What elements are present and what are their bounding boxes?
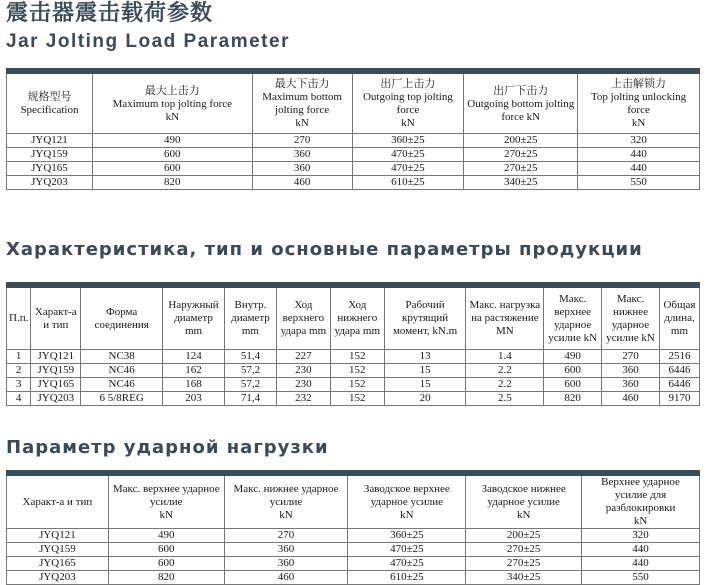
table-row (7, 557, 700, 571)
table-cell: 2.2 (466, 378, 544, 392)
table-cell: 200±25 (464, 134, 578, 148)
table-cell: JYQ203 (7, 571, 109, 585)
table-cell: JYQ165 (7, 162, 93, 176)
table-cell: 600 (108, 557, 224, 571)
table-header-row (7, 288, 700, 350)
table-cell: 440 (578, 148, 700, 162)
page-title-english: Jar Jolting Load Parameter (6, 31, 290, 52)
header-cell: 出厂下击力 Outgoing bottom jolting force kN (464, 74, 578, 134)
table-cell: 360±25 (352, 134, 464, 148)
table-cell: 270±25 (464, 162, 578, 176)
table-cell: 460 (252, 176, 352, 190)
table-cell: 470±25 (352, 148, 464, 162)
table-cell: 13 (384, 350, 466, 364)
table-cell: 550 (582, 571, 700, 585)
table-cell: 610±25 (352, 176, 464, 190)
table-body (7, 134, 700, 190)
table-cell: 2.2 (466, 364, 544, 378)
table-cell: 600 (92, 162, 252, 176)
header-cell: Наружный диаметр mm (163, 288, 225, 350)
table-row (7, 543, 700, 557)
table-cell: 470±25 (348, 543, 466, 557)
table-cell: 1 (7, 350, 31, 364)
table-row (7, 134, 700, 148)
table-row (7, 176, 700, 190)
table-cell: 600 (108, 543, 224, 557)
header-cell: Макс. верхнее ударное усилие kN (108, 476, 224, 529)
table-cell: 168 (163, 378, 225, 392)
table-row (7, 529, 700, 543)
header-cell: 出厂上击力 Outgoing top jolting force kN (352, 74, 464, 134)
table-cell: 600 (92, 148, 252, 162)
table-cell: 360 (252, 162, 352, 176)
table-cell: NC38 (81, 350, 163, 364)
header-cell: Характ-а и тип (31, 288, 81, 350)
header-cell: Заводское верхнее ударное усилие kN (348, 476, 466, 529)
table-cell: 360 (224, 557, 348, 571)
table-cell: 340±25 (464, 176, 578, 190)
table-row (7, 350, 700, 364)
table-cell: 162 (163, 364, 225, 378)
table-cell: 15 (384, 364, 466, 378)
product-parameters-table (6, 282, 700, 406)
table-cell: 20 (384, 392, 466, 406)
table-cell: JYQ203 (7, 176, 93, 190)
table-cell: 152 (330, 364, 384, 378)
table-cell: 6446 (659, 378, 699, 392)
table-cell: 820 (544, 392, 602, 406)
table-cell: 340±25 (466, 571, 582, 585)
table-cell: 124 (163, 350, 225, 364)
header-cell: Макс. нагрузка на растяжение MN (466, 288, 544, 350)
table-cell: JYQ165 (7, 557, 109, 571)
table-cell: 490 (108, 529, 224, 543)
header-cell: 最大下击力 Maximum bottom jolting force kN (252, 74, 352, 134)
table-cell: 490 (544, 350, 602, 364)
table-cell: 320 (582, 529, 700, 543)
header-cell: Общая длина, mm (659, 288, 699, 350)
table-row (7, 364, 700, 378)
table-cell: 152 (330, 350, 384, 364)
table-cell: 270 (602, 350, 660, 364)
table-body (7, 350, 700, 406)
table-cell: 550 (578, 176, 700, 190)
header-cell: Макс. верхнее ударное усилие kN (544, 288, 602, 350)
header-cell: Ход верхнего удара mm (276, 288, 330, 350)
table-row (7, 162, 700, 176)
table-cell: 360 (602, 378, 660, 392)
table-cell: 360 (224, 543, 348, 557)
header-cell: Ход нижнего удара mm (330, 288, 384, 350)
table-cell: 4 (7, 392, 31, 406)
header-cell: Макс. нижнее ударное усилие kN (224, 476, 348, 529)
section-title-impact-load: Параметр ударной нагрузки (6, 437, 329, 458)
table-cell: 6446 (659, 364, 699, 378)
page-title-chinese: 震击器震击载荷参数 (6, 1, 214, 26)
table-cell: JYQ121 (7, 529, 109, 543)
table-cell: 15 (384, 378, 466, 392)
impact-load-table (6, 470, 700, 585)
table-cell: 152 (330, 378, 384, 392)
table-cell: 57,2 (224, 378, 276, 392)
table-cell: 51,4 (224, 350, 276, 364)
table-header-row (7, 74, 700, 134)
table-cell: 3 (7, 378, 31, 392)
table-cell: 460 (602, 392, 660, 406)
header-cell: Внутр. диаметр mm (224, 288, 276, 350)
table-cell: 600 (544, 378, 602, 392)
table-cell: 460 (224, 571, 348, 585)
table-cell: 152 (330, 392, 384, 406)
table-cell: 270±25 (466, 557, 582, 571)
table-cell: 270±25 (466, 543, 582, 557)
table-cell: 200±25 (466, 529, 582, 543)
header-cell: Форма соединения (81, 288, 163, 350)
header-cell: Заводское нижнее ударное усилие kN (466, 476, 582, 529)
table-cell: 270 (224, 529, 348, 543)
table-cell: JYQ121 (7, 134, 93, 148)
table-cell: 440 (582, 543, 700, 557)
table-cell: 440 (578, 162, 700, 176)
table-cell: 6 5/8REG (81, 392, 163, 406)
header-cell: Характ-а и тип (7, 476, 109, 529)
table-cell: 610±25 (348, 571, 466, 585)
table-cell: 360±25 (348, 529, 466, 543)
table-cell: 360 (252, 148, 352, 162)
header-cell: 规格型号 Specification (7, 74, 93, 134)
table-row (7, 571, 700, 585)
table-cell: JYQ159 (31, 364, 81, 378)
table-row (7, 378, 700, 392)
table-cell: 320 (578, 134, 700, 148)
table-cell: 470±25 (348, 557, 466, 571)
table-cell: JYQ159 (7, 543, 109, 557)
table-cell: 57,2 (224, 364, 276, 378)
jolting-load-table (6, 68, 700, 190)
table-cell: 490 (92, 134, 252, 148)
section-title-characteristics: Характеристика, тип и основные параметры продукции (6, 239, 643, 260)
header-cell: П.п. (7, 288, 31, 350)
table-cell: 227 (276, 350, 330, 364)
table-row (7, 148, 700, 162)
table-cell: 2.5 (466, 392, 544, 406)
table-cell: 820 (108, 571, 224, 585)
table-cell: 270±25 (464, 148, 578, 162)
table-cell: 1.4 (466, 350, 544, 364)
table-cell: 230 (276, 378, 330, 392)
table-cell: 470±25 (352, 162, 464, 176)
header-cell: 最大上击力 Maximum top jolting force kN (92, 74, 252, 134)
table-cell: 232 (276, 392, 330, 406)
table-header-row (7, 476, 700, 529)
table-cell: 440 (582, 557, 700, 571)
table-cell: 203 (163, 392, 225, 406)
table-cell: 71,4 (224, 392, 276, 406)
table-cell: NC46 (81, 364, 163, 378)
header-cell: Макс. нижнее ударное усилие kN (602, 288, 660, 350)
table-cell: 820 (92, 176, 252, 190)
table-cell: 360 (602, 364, 660, 378)
table-row (7, 392, 700, 406)
header-cell: 上击解锁力 Top jolting unlocking force kN (578, 74, 700, 134)
table-body (7, 529, 700, 585)
table-cell: 600 (544, 364, 602, 378)
table-cell: 9170 (659, 392, 699, 406)
table-cell: 270 (252, 134, 352, 148)
table-cell: 230 (276, 364, 330, 378)
header-cell: Верхнее ударное усилие для разблокировки kN (582, 476, 700, 529)
header-cell: Рабочий крутящий момент, kN.m (384, 288, 466, 350)
table-cell: JYQ159 (7, 148, 93, 162)
table-cell: 2516 (659, 350, 699, 364)
table-cell: NC46 (81, 378, 163, 392)
table-cell: JYQ165 (31, 378, 81, 392)
table-cell: JYQ121 (31, 350, 81, 364)
table-cell: 2 (7, 364, 31, 378)
table-cell: JYQ203 (31, 392, 81, 406)
